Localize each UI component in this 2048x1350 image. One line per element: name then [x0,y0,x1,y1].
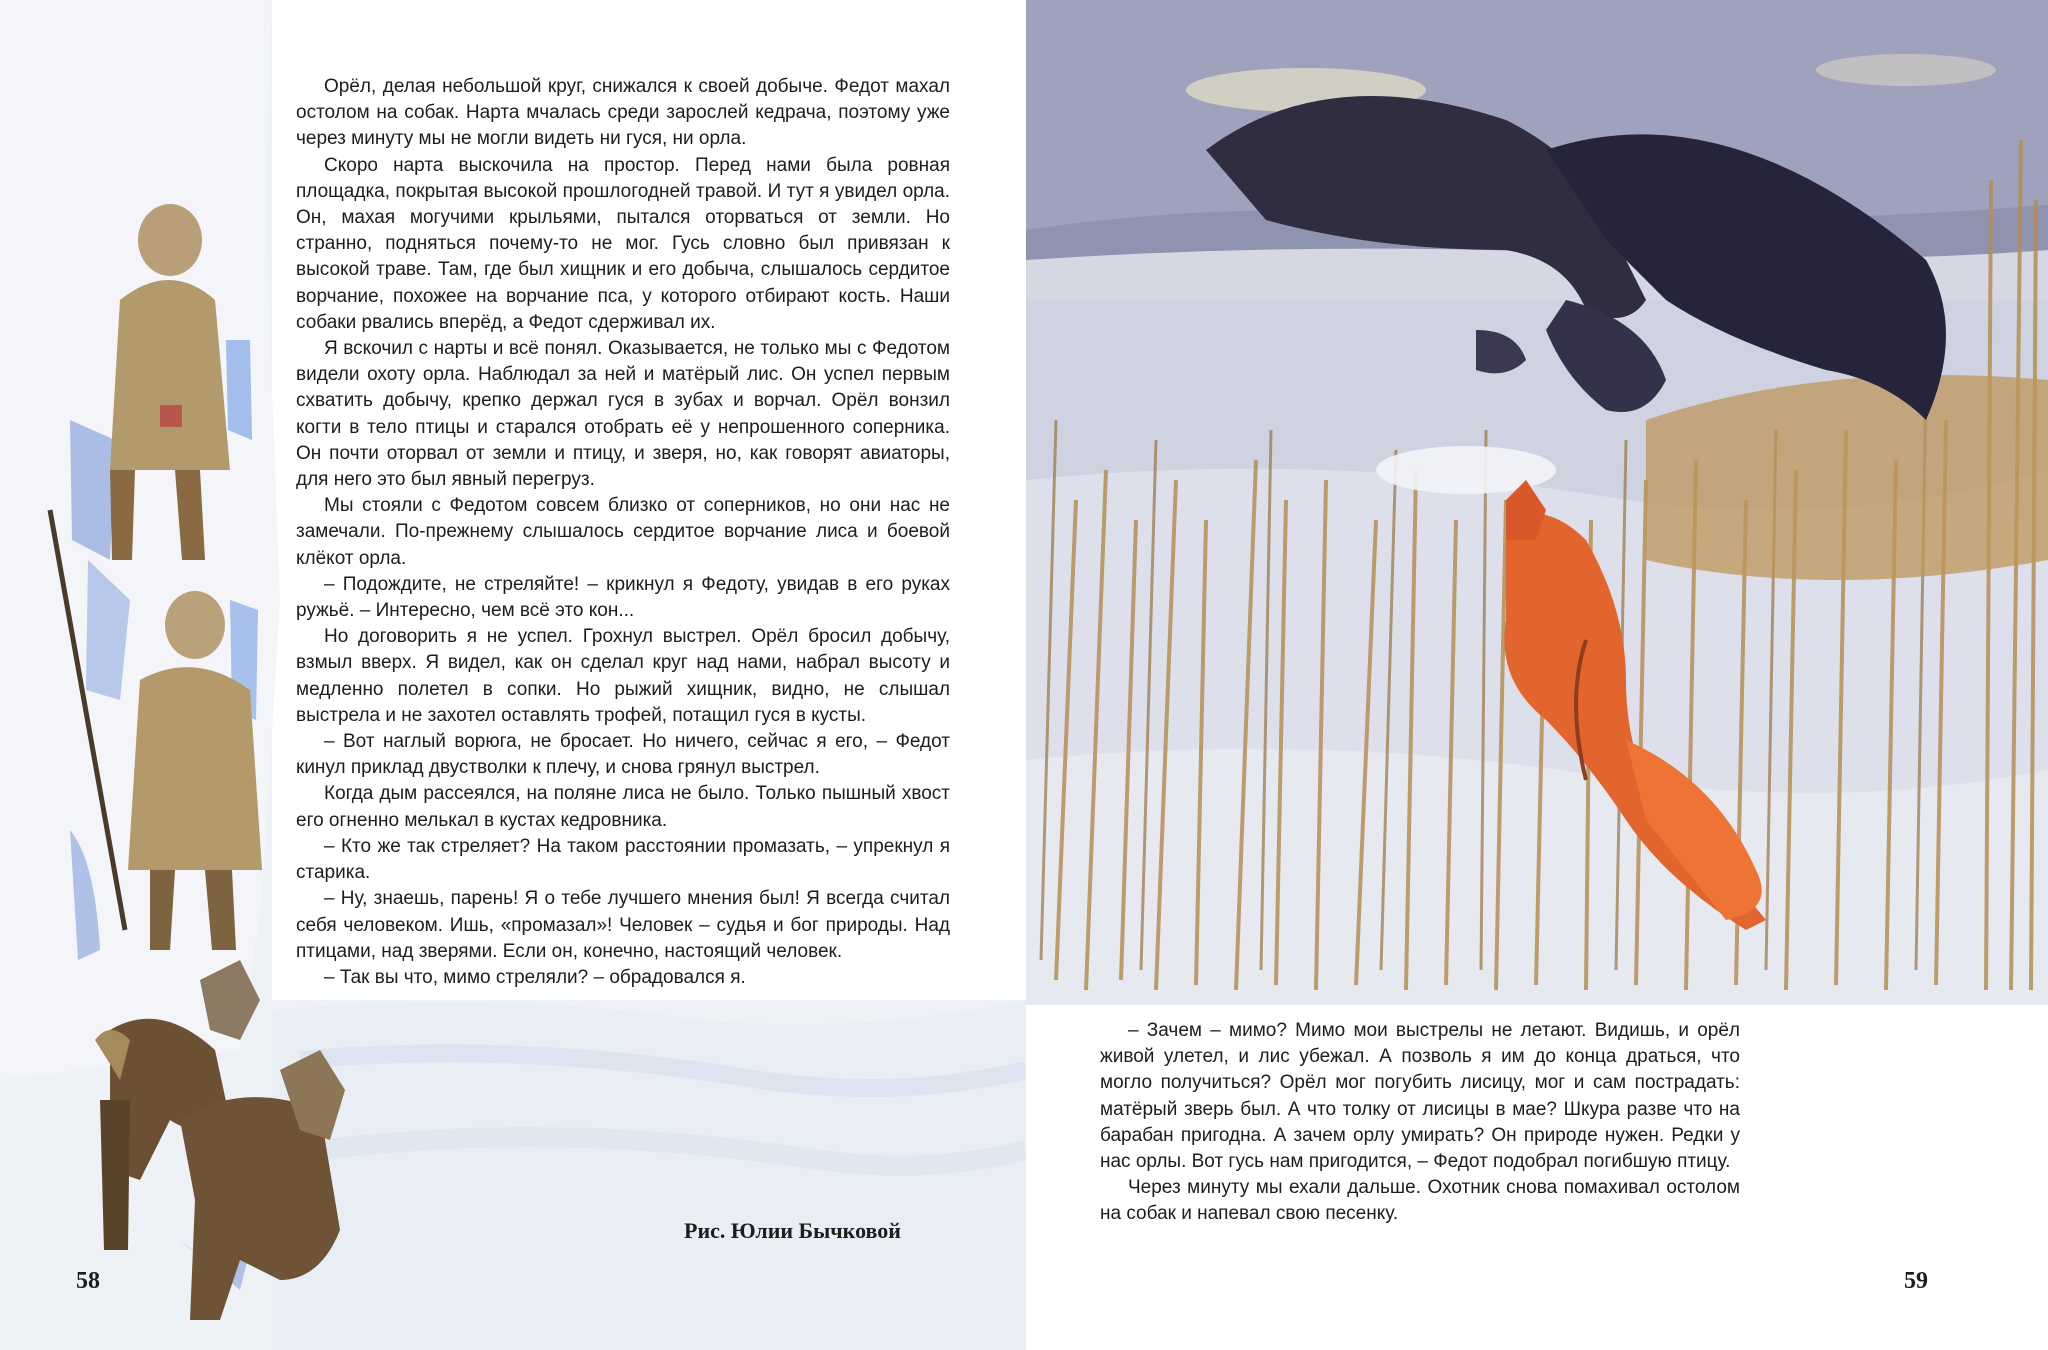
paragraph: – Подождите, не стреляйте! – крикнул я Федоту, увидав в его руках ружьё. – Интересно, чем всё это кон... [296,573,950,622]
paragraph: Я вскочил с нарты и всё понял. Оказывается, не только мы с Федотом видели охоту орла. Наблюдал за ней и матёрый лис. Он успел первым схватить добычу, крепко держал гуся в зубах и ворчал. Орёл вонзил когти в тело птицы и старался отобрать её у непрошенного соперника. Он почти оторвал от земли и птицу, и зверя, но, как говорят авиаторы, для него это был явный перегруз. [296,338,950,491]
paragraph: Через минуту мы ехали дальше. Охотник снова помахивал остолом на собак и напевал свою песенку. [1100,1177,1740,1225]
paragraph: Мы стояли с Федотом совсем близко от соперников, но они нас не замечали. По-прежнему слышалось сердитое ворчание лиса и боевой клёкот орла. [296,495,950,569]
paragraph: Скоро нарта выскочила на простор. Перед нами была ровная площадка, покрытая высокой прошлогодней травой. И тут я увидел орла. Он, махая могучими крыльями, пытался оторваться от земли. Но странно, подняться почему-то не мог. Гусь словно был привязан к высокой траве. Там, где был хищник и его добыча, слышалось сердитое ворчание, похожее на ворчание пса, у которого отбирают кость. Наши собаки рвались вперёд, а Федот сдерживал их. [296,154,950,333]
page-number-right: 59 [1904,1268,1928,1294]
right-page-text [1100,1018,1740,1228]
paragraph: Но договорить я не успел. Грохнул выстрел. Орёл бросил добычу, взмыл вверх. Я видел, как он сделал круг над нами, набрал высоту и медленно полетел в сопки. Но рыжий хищник, видно, не слышал выстрела и не захотел оставлять трофей, потащил гуся в кусты. [296,626,950,726]
paragraph: – Ну, знаешь, парень! Я о тебе лучшего мнения был! Я всегда считал себя человеком. Ишь, «промазал»! Человек – судья и бог природы. Над птицами, над зверями. Если он, конечно, настоящий человек. [296,888,950,962]
illustration-credit: Рис. Юлии Бычковой [684,1218,901,1243]
page-number-left: 58 [76,1268,100,1294]
paragraph: – Так вы что, мимо стреляли? – обрадовался я. [324,966,746,988]
paragraph: Когда дым рассеялся, на поляне лиса не было. Только пышный хвост его огненно мелькал в кустах кедровника. [296,783,950,831]
eagle-and-fox-illustration [1026,0,2048,1005]
paragraph: – Зачем – мимо? Мимо мои выстрелы не летают. Видишь, и орёл живой улетел, и лис убежал. А позволь я им до конца драться, что могло получиться? Орёл мог погубить лисицу, мог и сам пострадать: матёрый зверь был. А что толку от лисицы в мае? Шкура разве что на барабан пригодна. А зачем орлу умирать? Он природе нужен. Редки у нас орлы. Вот гусь нам пригодится, – Федот подобрал погибшую птицу. [1100,1020,1740,1173]
paragraph: – Вот наглый ворюга, не бросает. Но ничего, сейчас я его, – Федот кинул приклад двустволки к плечу, и снова грянул выстрел. [296,731,950,779]
paragraph: – Кто же так стреляет? На таком расстоянии промазать, – упрекнул я старика. [296,835,950,884]
left-page-text [296,74,950,991]
paragraph: Орёл, делая небольшой круг, снижался к своей добыче. Федот махал остолом на собак. Нарта мчалась среди зарослей кедрача, поэтому уже через минуту мы не могли видеть ни гуся, ни орла. [296,76,950,150]
